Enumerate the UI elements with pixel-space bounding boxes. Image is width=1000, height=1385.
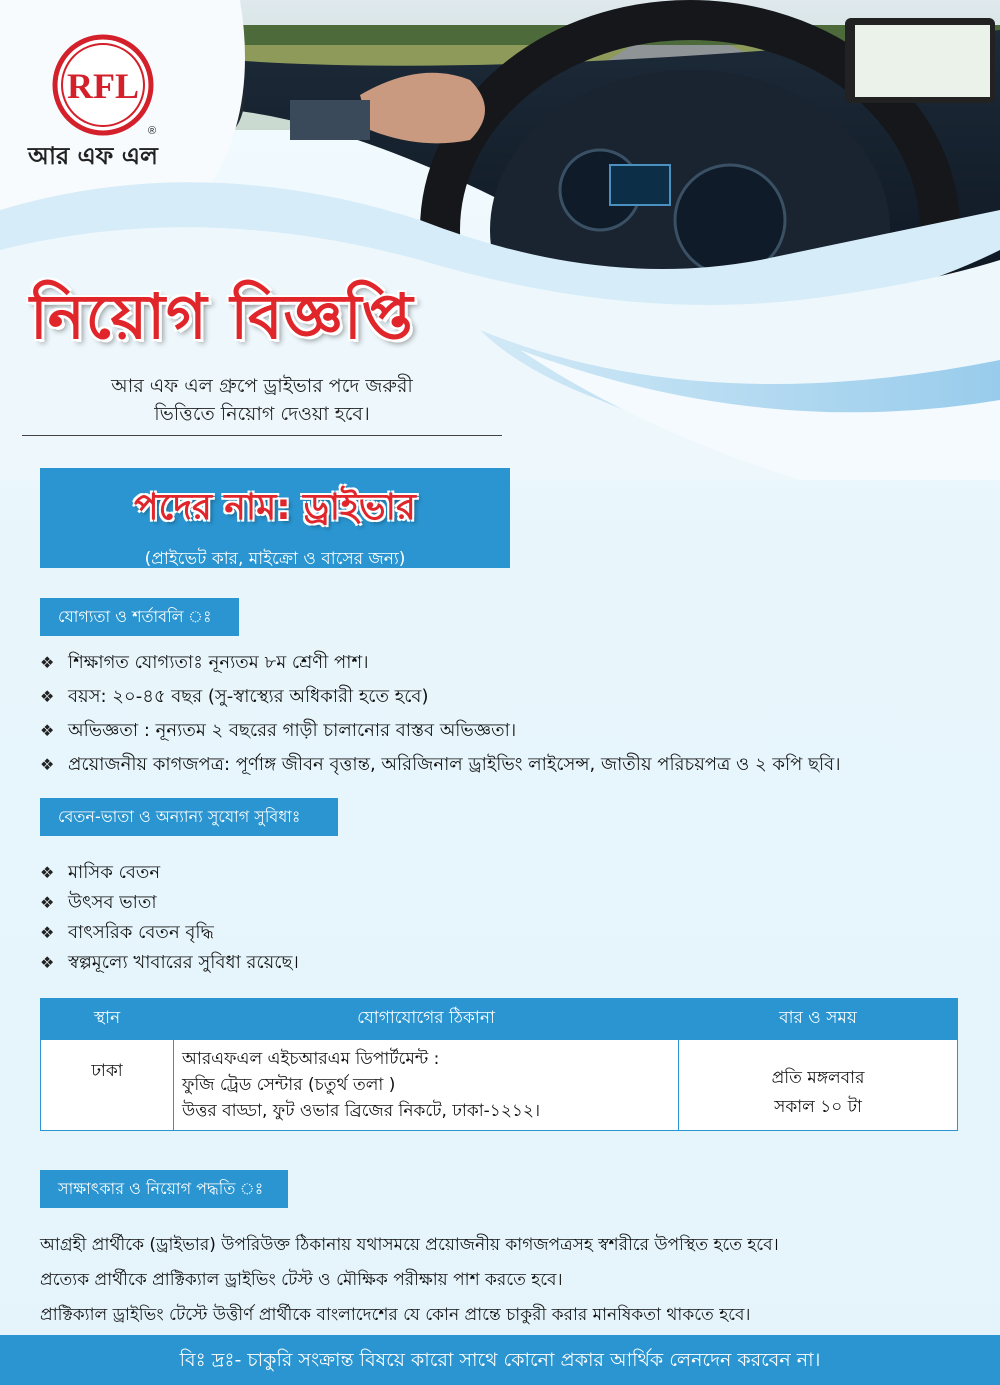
cell-place: ঢাকা xyxy=(41,1040,174,1131)
post-subtitle: (প্রাইভেট কার, মাইক্রো ও বাসের জন্য) xyxy=(144,549,406,569)
list-item: ❖ প্রয়োজনীয় কাগজপত্র: পূর্ণাঙ্গ জীবন বৃত্তান্ত, অরিজিনাল ড্রাইভিং লাইসেন্স, জাতীয় পরিচয়পত্র ও ২ কপি ছবি। xyxy=(40,748,841,782)
address-line: উত্তর বাড্ডা, ফুট ওভার ব্রিজের নিকটে, ঢাকা-১২১২। xyxy=(182,1101,541,1121)
header-address: যোগাযোগের ঠিকানা xyxy=(174,999,679,1040)
rfl-logo-icon xyxy=(48,30,158,140)
list-item: ❖ স্বল্পমূল্যে খাবারের সুবিধা রয়েছে। xyxy=(40,948,299,978)
registered-mark: ® xyxy=(147,125,157,137)
qualifications-list xyxy=(40,646,841,782)
header-time: বার ও সময় xyxy=(679,999,958,1040)
cell-address xyxy=(174,1040,679,1131)
benefits-heading: বেতন-ভাতা ও অন্যান্য সুযোগ সুবিধাঃ xyxy=(40,798,338,836)
interview-heading: সাক্ষাৎকার ও নিয়োগ পদ্ধতি ঃ xyxy=(40,1170,288,1208)
list-item: ❖ বাৎসরিক বেতন বৃদ্ধি xyxy=(40,918,299,948)
subtitle-line: আর এফ এল গ্রুপে ড্রাইভার পদে জরুরী xyxy=(111,375,413,397)
subtitle-line: ভিত্তিতে নিয়োগ দেওয়া হবে। xyxy=(154,403,370,425)
footer-notice: বিঃ দ্রঃ- চাকুরি সংক্রান্ত বিষয়ে কারো সাথে কোনো প্রকার আর্থিক লেনদেন করবেন না। xyxy=(0,1335,1000,1385)
post-title: পদের নাম: ড্রাইভার xyxy=(134,487,416,528)
address-line: ফুজি ট্রেড সেন্টার (চতুর্থ তলা ) xyxy=(182,1075,396,1095)
qualifications-heading: যোগ্যতা ও শর্তাবলি ঃ xyxy=(40,598,239,636)
time-line: প্রতি মঙ্গলবার xyxy=(771,1068,865,1088)
table-header-row xyxy=(41,999,958,1040)
list-item: ❖ শিক্ষাগত যোগ্যতাঃ নূন্যতম ৮ম শ্রেণী পাশ। xyxy=(40,646,841,680)
post-box xyxy=(40,468,510,568)
contact-table xyxy=(40,998,958,1131)
interview-line: প্রত্যেক প্রার্থীকে প্রাক্টিক্যাল ড্রাইভিং টেস্ট ও মৌক্ষিক পরীক্ষায় পাশ করতে হবে। xyxy=(40,1270,563,1290)
address-line: আরএফএল এইচআরএম ডিপার্টমেন্ট : xyxy=(182,1049,440,1069)
logo-text: আর এফ এল xyxy=(28,142,158,170)
interview-line: প্রাক্টিক্যাল ড্রাইভিং টেস্টে উত্তীর্ণ প্রার্থীকে বাংলাদেশের যে কোন প্রান্তে চাকুরী করার মানষিকতা থাকতে হবে। xyxy=(40,1305,751,1325)
list-item: ❖ বয়স: ২০-৪৫ বছর (সু-স্বাস্থ্যের অধিকারী হতে হবে) xyxy=(40,680,841,714)
list-item: ❖ উৎসব ভাতা xyxy=(40,888,299,918)
cell-time xyxy=(679,1040,958,1131)
benefits-list xyxy=(40,858,299,978)
header-place: স্থান xyxy=(41,999,174,1040)
page-title: নিয়োগ বিজ্ঞপ্তি xyxy=(30,280,414,353)
list-item: ❖ মাসিক বেতন xyxy=(40,858,299,888)
interview-text xyxy=(40,1228,779,1333)
time-line: সকাল ১০ টা xyxy=(774,1097,862,1117)
table-row xyxy=(41,1040,958,1131)
list-item: ❖ অভিজ্ঞতা : নূন্যতম ২ বছরের গাড়ী চালানোর বাস্তব অভিজ্ঞতা। xyxy=(40,714,841,748)
subtitle xyxy=(22,372,502,428)
interview-line: আগ্রহী প্রার্থীকে (ড্রাইভার) উপরিউক্ত ঠিকানায় যথাসময়ে প্রয়োজনীয় কাগজপত্রসহ স্বশরীরে উপস্থিত হতে হবে। xyxy=(40,1235,779,1255)
logo-mark: RFL xyxy=(67,66,139,106)
divider xyxy=(22,435,502,436)
